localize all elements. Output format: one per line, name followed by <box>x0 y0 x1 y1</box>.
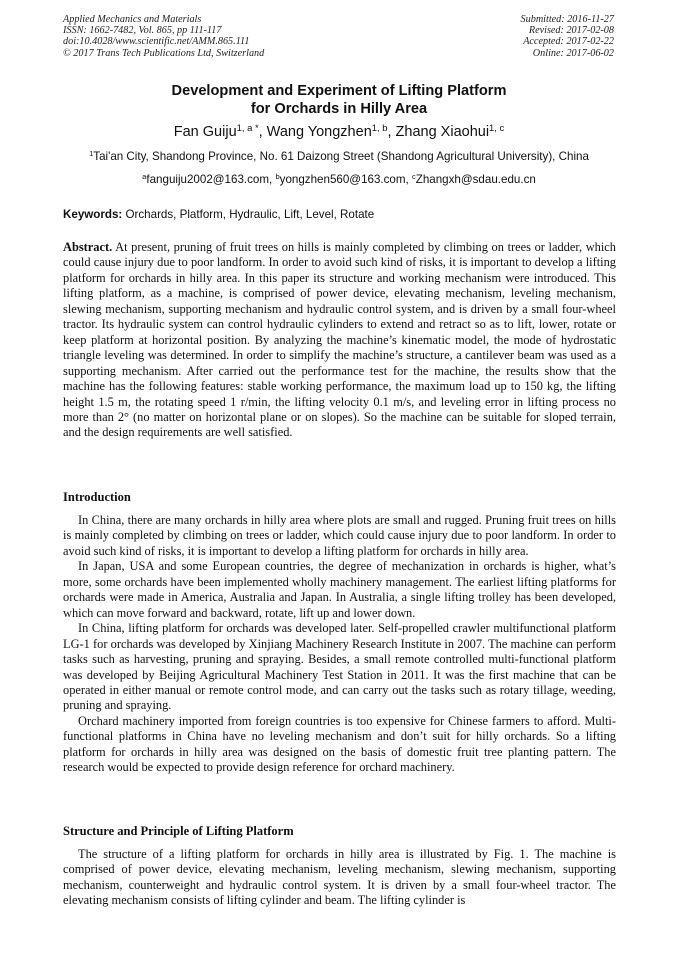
author-sup: 1, b <box>371 121 388 133</box>
journal-header <box>63 14 264 59</box>
author-emails <box>0 173 678 186</box>
paragraph: Orchard machinery imported from foreign countries is too expensive for Chinese farmers to afford. Multi-functional platforms in China have no leveling mechanism and don’t suit for hilly orchards. So a lifting platform for orchards in hilly area was designed on the basis of domestic fruit tree planting pattern. The research would be expected to provide design reference for orchard machinery. <box>63 713 616 775</box>
title-line-1: Development and Experiment of Lifting Platform <box>171 83 507 99</box>
paragraph: In China, lifting platform for orchards was developed later. Self-propelled crawler multifunctional platform LG-1 for orchards was developed by Xinjiang Machinery Research Institute in 2007. The machine can perform tasks such as harvesting, pruning and spraying. Besides, a small remote controlled multi-functional platform was developed by Beijing Agricultural Machinery Test Station in 2011. It was the first machine that can be operated in either manual or remote control mode, and can carry out the tasks such as rotary tillage, weeding, pruning and spraying. <box>63 621 616 713</box>
section-heading-introduction: Introduction <box>63 490 131 504</box>
accepted-date: Accepted: 2017-02-22 <box>523 36 614 48</box>
keywords-label: Keywords: <box>63 208 123 221</box>
paragraph: The structure of a lifting platform for orchards in hilly area is illustrated by Fig. 1. The machine is comprised of power device, elevating mechanism, leveling mechanism, slewing mechanism, supporting mechanism, counterweight and hydraulic control system. It is driven by a small four-wheel tractor. The elevating mechanism consists of lifting cylinder and beam. The lifting cylinder is <box>63 847 616 908</box>
structure-body <box>63 847 616 909</box>
email-address: yongzhen560@163.com, <box>279 173 412 186</box>
revised-date: Revised: 2017-02-08 <box>528 25 614 37</box>
keywords-text: Orchards, Platform, Hydraulic, Lift, Level, Rotate <box>122 208 375 221</box>
author-name: Wang Yongzhen <box>266 124 372 140</box>
online-date: Online: 2017-06-02 <box>532 47 614 59</box>
journal-doi: doi:10.4028/www.scientific.net/AMM.865.111 <box>63 36 250 48</box>
author-sup: 1, c <box>489 121 505 133</box>
email-sup: c <box>411 171 416 181</box>
abstract-label: Abstract. <box>63 240 113 254</box>
abstract-paragraph <box>63 240 616 441</box>
author-sup: 1, a * <box>236 121 259 133</box>
title-line-2: for Orchards in Hilly Area <box>250 101 428 117</box>
author-name: Fan Guiju <box>173 124 237 140</box>
paper-title <box>0 82 678 118</box>
dates-header <box>521 14 614 59</box>
abstract <box>63 240 616 441</box>
author-sep: , <box>387 124 396 140</box>
author-sep: , <box>258 124 267 140</box>
author-name: Zhang Xiaohui <box>395 124 490 140</box>
abstract-text: At present, pruning of fruit trees on hills is mainly completed by climbing on trees or ladder, which could cause injury due to poor landform. In order to avoid such kind of risks, it is important to develop a lifting platform for orchards in hilly area. In this paper its structure and working mechanism were introduced. This lifting platform, as a machine, is comprised of power device, elevating mechanism, leveling mechanism, slewing mechanism, supporting mechanism and hydraulic control system, and is driven by a small four-wheel tractor. Its hydraulic system can control hydraulic cylinders to extend and retract so as to lift, lower, rotate or keep platform at horizontal position. By analyzing the machine’s kinematic model, the mode of hydrostatic triangle leveling was determined. In order to simplify the machine’s structure, a cantilever beam was used as a supporting mechanism. After carried out the performance test for the machine, the results show that the machine has the following features: stable working performance, the maximum load up to 150 kg, the lifting height 1.5 m, the rotating speed 1 r/min, the lifting velocity 0.1 m/s, and leveling error in lifting process no more than 2° (no matter on horizontal plane or on slopes). So the machine can be suitable for sloped terrain, and the design requirements are well satisfied. <box>63 240 616 440</box>
paragraph: In Japan, USA and some European countries, the degree of mechanization in orchards is higher, what’s more, some orchards have been implemented wholly machinery management. The earliest lifting platforms for orchards were made in America, Australia and Japan. In Australia, a single lifting trolley has been developed, which can move forward and backward, rotate, lift up and lower down. <box>63 559 616 620</box>
submitted-date: Submitted: 2016-11-27 <box>520 14 614 25</box>
affiliation-text: Tai'an City, Shandong Province, No. 61 Daizong Street (Shandong Agricultural University), China <box>93 150 589 163</box>
keywords <box>63 208 616 221</box>
introduction-body <box>63 513 616 776</box>
author-list <box>0 121 678 140</box>
journal-name: Applied Mechanics and Materials <box>63 14 202 25</box>
email-address: fanguiju2002@163.com, <box>146 173 276 186</box>
journal-issn: ISSN: 1662-7482, Vol. 865, pp 111-117 <box>63 25 222 37</box>
journal-copyright: © 2017 Trans Tech Publications Ltd, Switzerland <box>63 47 265 59</box>
paragraph: In China, there are many orchards in hilly area where plots are small and rugged. Pruning fruit trees on hills is mainly completed by climbing on trees or ladder, which could cause injury due to poor landform. In order to avoid such kind of risks, it is important to develop a lifting platform for orchards in hilly area. <box>63 513 616 558</box>
affiliation-sup: 1 <box>89 148 94 158</box>
email-sup: a <box>142 171 147 181</box>
email-sup: b <box>275 171 280 181</box>
affiliation <box>0 150 678 163</box>
email-address: Zhangxh@sdau.edu.cn <box>415 173 536 186</box>
section-heading-structure: Structure and Principle of Lifting Platform <box>63 824 294 838</box>
